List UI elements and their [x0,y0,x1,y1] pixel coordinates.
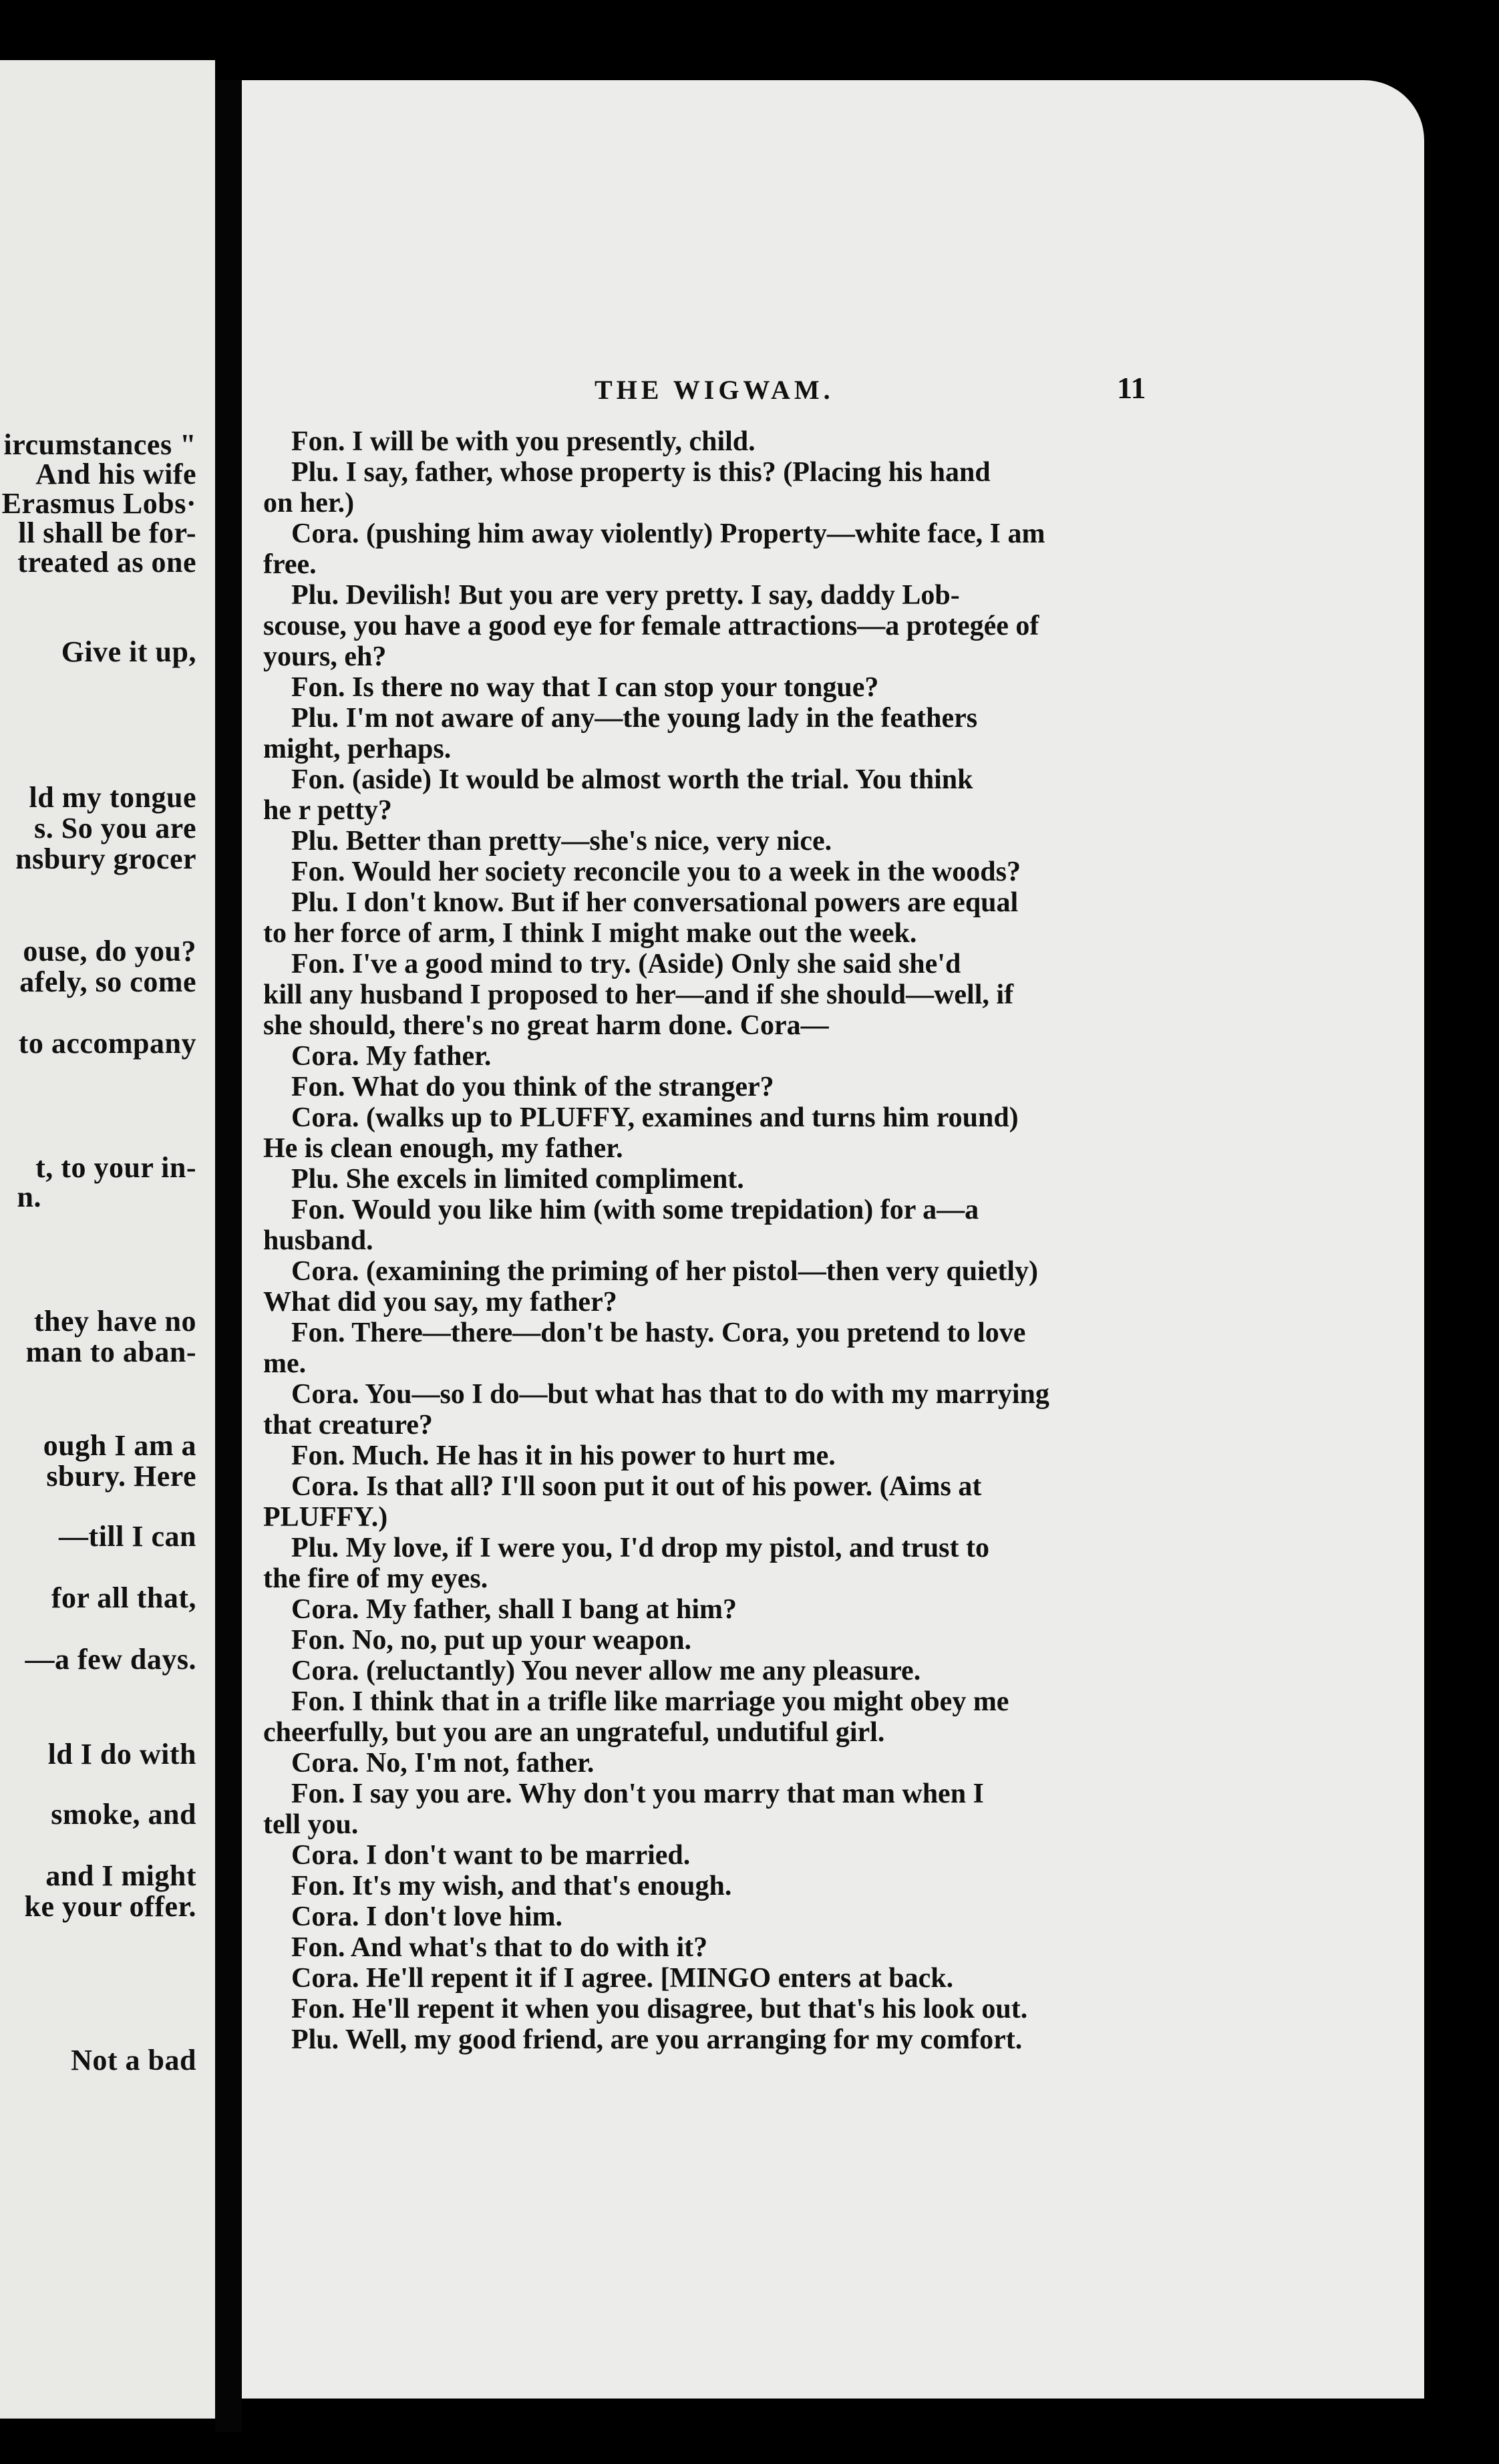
left-page-line: —till I can [59,1520,196,1553]
left-facing-page [0,60,215,2419]
book-gutter [215,80,242,2432]
left-page-line: nsbury grocer [15,842,196,875]
text-line: Fon. (aside) It would be almost worth the trial. You think [291,764,973,795]
text-line: Cora. My father. [291,1041,492,1072]
text-line: Plu. I'm not aware of any—the young lady in the feathers [291,703,978,734]
text-line: Fon. It's my wish, and that's enough. [291,1871,732,1901]
left-page-line: —a few days. [25,1643,196,1676]
text-line: Fon. Would you like him (with some trepidation) for a—a [291,1195,979,1225]
text-line: Cora. No, I'm not, father. [291,1748,595,1779]
text-line: Cora. (reluctantly) You never allow me any pleasure. [291,1656,921,1686]
text-line: What did you say, my father? [263,1287,617,1318]
main-page [242,80,1424,2399]
text-line: Plu. My love, if I were you, I'd drop my pistol, and trust to [291,1533,989,1563]
text-line: PLUFFY.) [263,1502,388,1533]
left-page-line: smoke, and [51,1798,196,1831]
left-page-line: Erasmus Lobs· [1,487,196,520]
left-page-line: ircumstances " [3,428,196,461]
text-line: Plu. Better than pretty—she's nice, very nice. [291,826,832,857]
text-line: Fon. There—there—don't be hasty. Cora, you pretend to love [291,1318,1026,1348]
text-line: yours, eh? [263,641,387,672]
text-line: Fon. And what's that to do with it? [291,1932,708,1963]
text-line: cheerfully, but you are an ungrateful, undutiful girl. [263,1717,885,1748]
text-line: Plu. I don't know. But if her conversational powers are equal [291,887,1019,918]
left-page-line: ke your offer. [24,1890,196,1923]
text-line: Plu. I say, father, whose property is this? (Placing his hand [291,457,991,488]
left-page-line: they have no [33,1305,196,1338]
text-line: Cora. I don't love him. [291,1901,563,1932]
text-line: the fire of my eyes. [263,1563,488,1594]
text-line: tell you. [263,1809,359,1840]
left-page-line: man to aban- [25,1336,196,1368]
left-page-line: ouse, do you? [23,935,196,967]
running-title: THE WIGWAM. [595,375,834,405]
text-line: she should, there's no great harm done. Cora— [263,1010,829,1041]
text-line: Cora. (walks up to PLUFFY, examines and turns him round) [291,1102,1019,1133]
text-line: Cora. You—so I do—but what has that to do with my marrying [291,1379,1049,1410]
text-line: that creature? [263,1410,433,1440]
left-page-line: afely, so come [19,965,196,998]
left-page-line: t, to your in- [35,1151,196,1184]
running-header [242,371,1424,421]
left-page-line: and I might [45,1859,196,1892]
left-page-line: ll shall be for- [18,516,196,549]
left-page-line: Not a bad [71,2044,196,2076]
text-line: Fon. Much. He has it in his power to hurt me. [291,1440,836,1471]
text-line: Fon. I will be with you presently, child. [291,426,756,457]
text-line: Cora. (examining the priming of her pistol—then very quietly) [291,1256,1039,1287]
text-line: on her.) [263,488,355,518]
text-line: Cora. He'll repent it if I agree. [MINGO enters at back. [291,1963,954,1994]
left-page-line: ld I do with [47,1738,196,1770]
text-line: Fon. Is there no way that I can stop your tongue? [291,672,879,703]
text-line: me. [263,1348,307,1379]
left-page-line: And his wife [35,458,196,490]
left-page-line: ough I am a [43,1429,196,1462]
text-line: Fon. No, no, put up your weapon. [291,1625,692,1656]
text-line: free. [263,549,317,580]
left-page-line: ld my tongue [29,781,196,814]
left-page-line: to accompany [18,1027,196,1060]
text-line: Cora. (pushing him away violently) Property—white face, I am [291,518,1045,549]
text-line: Cora. Is that all? I'll soon put it out of his power. (Aims at [291,1471,982,1502]
text-line: scouse, you have a good eye for female attractions—a protegée of [263,611,1039,641]
left-page-line: n. [17,1181,41,1213]
text-line: Fon. I say you are. Why don't you marry that man when I [291,1779,984,1809]
left-page-line: Give it up, [61,635,196,668]
text-line: Fon. He'll repent it when you disagree, but that's his look out. [291,1994,1028,2024]
left-page-line: treated as one [17,546,196,579]
text-line: he r petty? [263,795,392,826]
left-page-line: for all that, [51,1581,196,1614]
text-line: Plu. Devilish! But you are very pretty. I say, daddy Lob- [291,580,960,611]
text-line: husband. [263,1225,373,1256]
text-line: Cora. I don't want to be married. [291,1840,691,1871]
text-line: Cora. My father, shall I bang at him? [291,1594,737,1625]
text-line: Fon. What do you think of the stranger? [291,1072,774,1102]
text-line: Plu. Well, my good friend, are you arranging for my comfort. [291,2024,1023,2055]
text-line: Fon. I think that in a trifle like marriage you might obey me [291,1686,1009,1717]
text-line: to her force of arm, I think I might make out the week. [263,918,917,949]
text-line: Fon. Would her society reconcile you to a week in the woods? [291,857,1021,887]
text-line: Fon. I've a good mind to try. (Aside) Only she said she'd [291,949,961,979]
text-line: might, perhaps. [263,734,452,764]
text-line: kill any husband I proposed to her—and if she should—well, if [263,979,1014,1010]
left-page-text [0,60,215,2419]
page-number: 11 [1117,371,1146,405]
text-line: He is clean enough, my father. [263,1133,623,1164]
left-page-line: s. So you are [34,812,196,844]
left-page-line: sbury. Here [46,1460,196,1493]
text-line: Plu. She excels in limited compliment. [291,1164,744,1195]
